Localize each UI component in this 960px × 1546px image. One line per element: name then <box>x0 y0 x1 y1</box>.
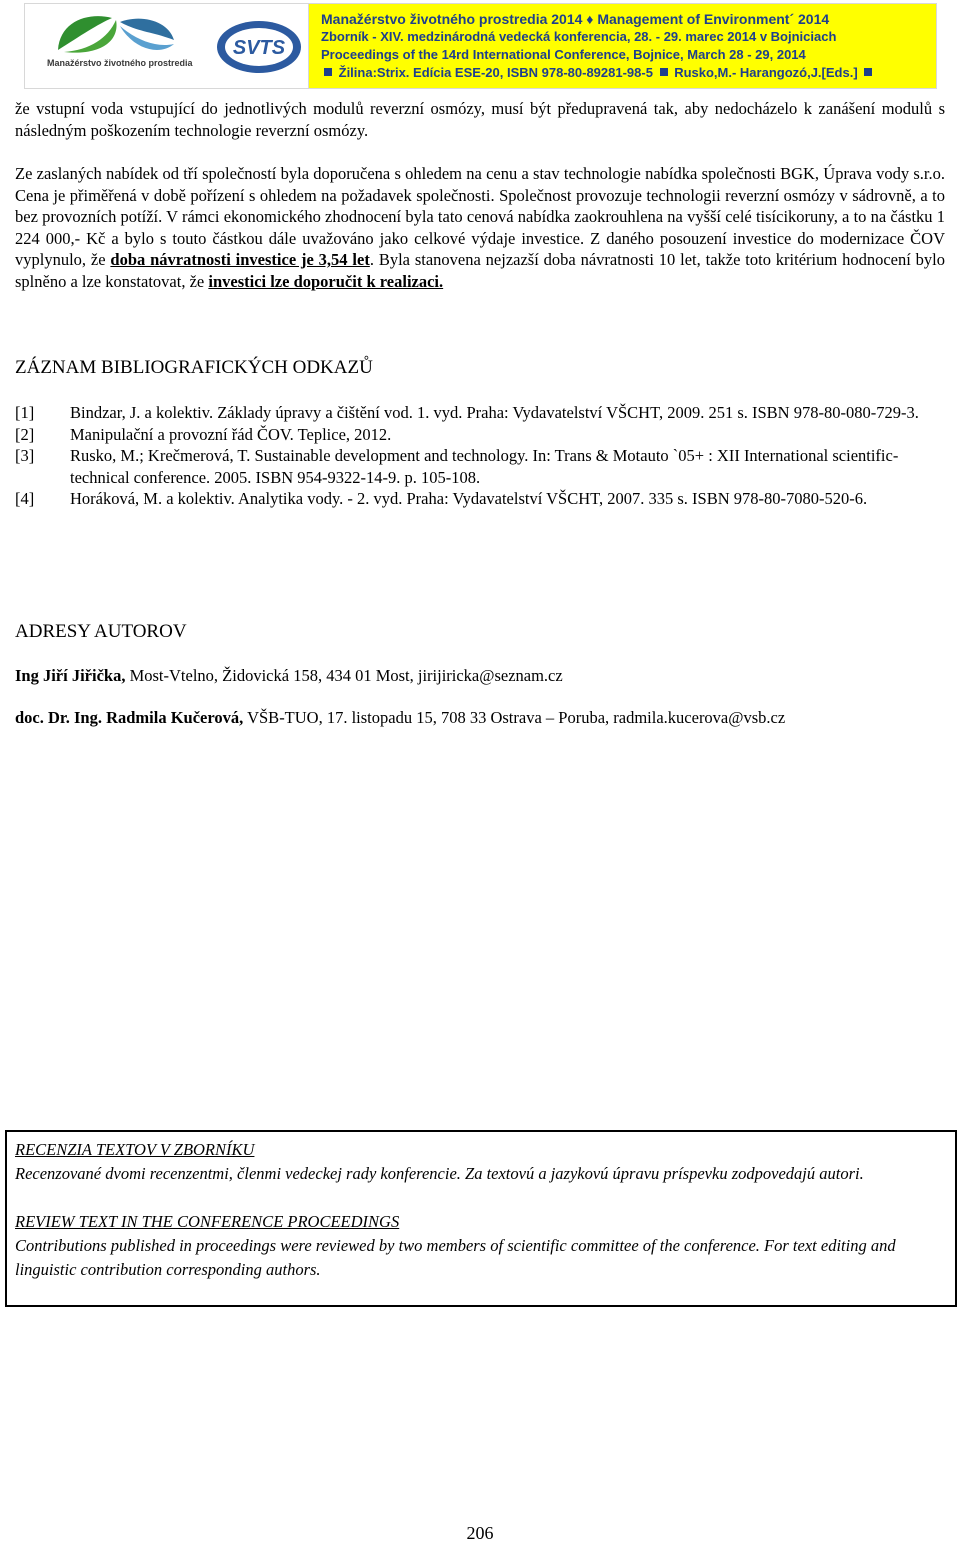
reference-item <box>15 402 950 424</box>
reference-number: [2] <box>15 424 35 444</box>
reference-number: [4] <box>15 489 35 508</box>
author-1 <box>15 666 563 686</box>
review-spacer <box>15 1186 947 1210</box>
conference-banner <box>24 3 937 89</box>
leaf-logo-icon <box>50 10 180 62</box>
references-list <box>15 402 950 510</box>
author-2 <box>15 708 785 728</box>
review-title-en: REVIEW TEXT IN THE CONFERENCE PROCEEDINGS <box>15 1212 400 1231</box>
review-text-en: Contributions published in proceedings were reviewed by two members of scientific committee of the conference. For text editing and linguistic contribution corresponding authors. <box>15 1236 896 1279</box>
recommendation-highlight: investici lze doporučit k realizaci. <box>208 271 444 291</box>
reference-item <box>15 424 950 446</box>
paragraph-evaluation-text: Ze zaslaných nabídek od tří společností byla doporučena s ohledem na cenu a stav technologie nabídka společnosti BGK, Úprava vody s.r.o. Cena je přiměřená v době pořízení s ohledem na požadavek společnosti. Společnost provozuje technologii reverzní osmózy v sádrovně, a to bez provozních potíží. V rámci ekonomického zhodnocení byla tato cenová nabídka zaokrouhlena na vyšší celé tisícikoruny, a to na částku 1 224 000,- Kč a bylo s touto částkou dále uvažováno jako celkové výdaje investice. Z daného posouzení investice do modernizace ČOV vyplynulo, že <box>15 164 945 269</box>
paragraph-evaluation <box>15 163 945 292</box>
reference-number: [1] <box>15 403 35 422</box>
square-bullet-icon <box>660 68 668 76</box>
banner-title: Manažérstvo životného prostredia 2014 ♦ Management of Environment´ 2014 <box>321 11 830 27</box>
reference-item <box>15 488 950 510</box>
reference-text: Manipulační a provozní řád ČOV. Teplice, 2012. <box>70 424 392 444</box>
author-2-address: VŠB-TUO, 17. listopadu 15, 708 33 Ostrava – Poruba, radmila.kucerova@vsb.cz <box>243 708 786 727</box>
svts-logo-icon <box>213 12 305 82</box>
logo-caption: Manažérstvo životného prostredia <box>47 58 193 68</box>
logo-panel <box>24 3 309 89</box>
payback-highlight: doba návratnosti investice je 3,54 let <box>110 250 370 269</box>
review-title-sk: RECENZIA TEXTOV V ZBORNÍKU <box>15 1140 255 1159</box>
square-bullet-icon <box>324 68 332 76</box>
reference-text: Horáková, M. a kolektiv. Analytika vody. - 2. vyd. Praha: Vydavatelství VŠCHT, 2007. 335 s. ISBN 978-80-7080-520-6. <box>70 489 868 508</box>
review-box <box>5 1130 957 1307</box>
banner-publisher: Žilina:Strix. Edícia ESE-20, ISBN 978-80-89281-98-5 <box>338 65 653 80</box>
paragraph-intro: že vstupní voda vstupující do jednotlivých modulů reverzní osmózy, musí být předupravená tak, aby nedocházelo k zanášení modulů s následným poškozením technologie reverzní osmózy. <box>15 99 945 140</box>
author-2-name: doc. Dr. Ing. Radmila Kučerová, <box>15 708 244 727</box>
square-bullet-icon <box>864 68 872 76</box>
author-1-address: Most-Vtelno, Židovická 158, 434 01 Most, jirijiricka@seznam.cz <box>125 666 563 685</box>
reference-text: Bindzar, J. a kolektiv. Základy úpravy a čištění vod. 1. vyd. Praha: Vydavatelství VŠCHT, 2009. 251 s. ISBN 978-80-080-729-3. <box>70 403 919 422</box>
banner-proceedings-en: Proceedings of the 14rd International Conference, Bojnice, March 28 - 29, 2014 <box>321 47 806 62</box>
banner-proceedings-sk: Zborník - XIV. medzinárodná vedecká konferencia, 28. - 29. marec 2014 v Bojniciach <box>321 29 837 44</box>
reference-item <box>15 445 950 488</box>
author-1-name: Ing Jiří Jiřička, <box>15 666 126 685</box>
paragraph-evaluation-mid: . Byla stanovena nejzazší doba návratnosti 10 let, takže toto kritérium hodnocení bylo splněno a lze konstatovat, že <box>15 250 945 291</box>
page-number: 206 <box>466 1523 494 1543</box>
references-heading: ZÁZNAM BIBLIOGRAFICKÝCH ODKAZŮ <box>15 357 373 378</box>
banner-info-panel <box>309 3 937 89</box>
review-text-sk: Recenzované dvomi recenzentmi, členmi vedeckej rady konferencie. Za textovú a jazykovú úpravu príspevku zodpovedajú autori. <box>15 1164 864 1183</box>
reference-text: Rusko, M.; Krečmerová, T. Sustainable development and technology. In: Trans & Motauto `05+ : XII International scientific-technical conference. 2005. ISBN 954-9322-14-9. p. 105-108. <box>70 446 899 487</box>
authors-heading: ADRESY AUTOROV <box>15 621 187 642</box>
svts-logo-text: SVTS <box>232 37 286 59</box>
banner-editors: Rusko,M.- Harangozó,J.[Eds.] <box>674 65 858 80</box>
banner-publication-line <box>321 64 936 82</box>
reference-number: [3] <box>15 446 35 465</box>
